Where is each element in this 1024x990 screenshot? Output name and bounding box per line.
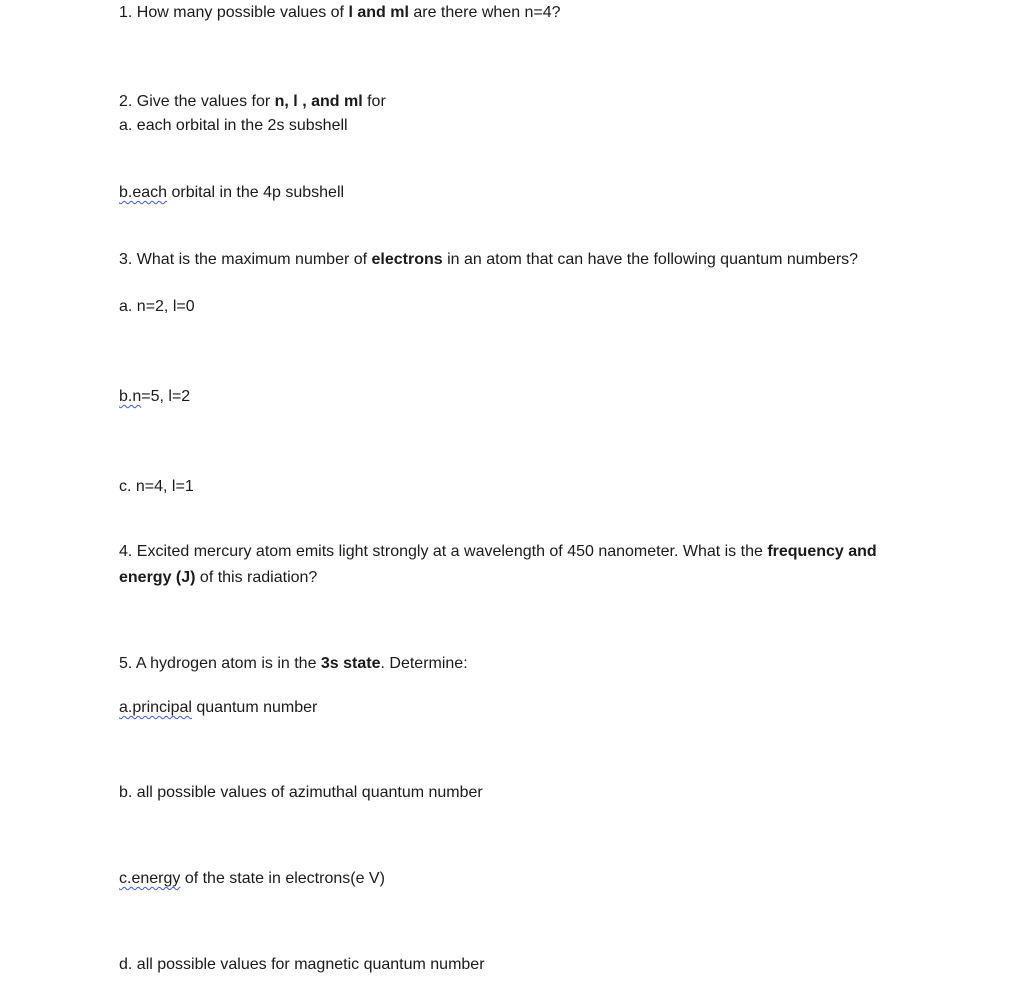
- question-1: [119, 2, 561, 24]
- question-5-text: 5. A hydrogen atom is in the: [119, 655, 321, 672]
- question-5c-text: of the state in electrons(e V): [180, 870, 385, 887]
- question-5-text-end: . Determine:: [380, 655, 468, 672]
- question-2-text-end: for: [362, 93, 386, 110]
- question-5d: d. all possible values for magnetic quantum number: [119, 956, 485, 973]
- question-3: [119, 248, 909, 272]
- question-5b: b. all possible values of azimuthal quantum number: [119, 784, 483, 801]
- question-2: [119, 91, 386, 113]
- question-3c: c. n=4, l=1: [119, 478, 194, 495]
- question-2b: [119, 182, 344, 204]
- question-2b-text: orbital in the 4p subshell: [167, 184, 345, 201]
- question-4-text: 4. Excited mercury atom emits light strongly at a wavelength of 450 nanometer. What is the: [119, 543, 768, 560]
- question-3-text-end: in an atom that can have the following quantum numbers?: [442, 251, 859, 268]
- question-5a-text: quantum number: [191, 699, 318, 716]
- question-5c-prefix: c.energy: [119, 870, 181, 887]
- question-5a-prefix: a.principal: [119, 699, 192, 716]
- question-3b: [119, 386, 190, 408]
- question-3b-prefix: b.n: [119, 388, 142, 405]
- question-1-bold: l and ml: [348, 4, 409, 21]
- question-1-text: 1. How many possible values of: [119, 4, 349, 21]
- question-4-bold: frequency and energy (J): [119, 543, 877, 586]
- question-3b-text: =5, l=2: [141, 388, 191, 405]
- question-1-text-end: are there when n=4?: [408, 4, 561, 21]
- question-2b-prefix: b.each: [119, 184, 168, 201]
- question-5-bold: 3s state: [320, 655, 381, 672]
- question-3a: a. n=2, l=0: [119, 298, 195, 315]
- question-4-text-end: of this radiation?: [195, 569, 318, 586]
- question-5a: [119, 697, 317, 719]
- question-2a: a. each orbital in the 2s subshell: [119, 117, 348, 134]
- question-3-text: 3. What is the maximum number of: [119, 251, 372, 268]
- question-3-bold: electrons: [371, 251, 443, 268]
- question-2-text: 2. Give the values for: [119, 93, 275, 110]
- question-5c: [119, 868, 385, 890]
- question-5: [119, 653, 468, 675]
- question-4: [119, 539, 909, 591]
- question-2-bold: n, l , and ml: [274, 93, 363, 110]
